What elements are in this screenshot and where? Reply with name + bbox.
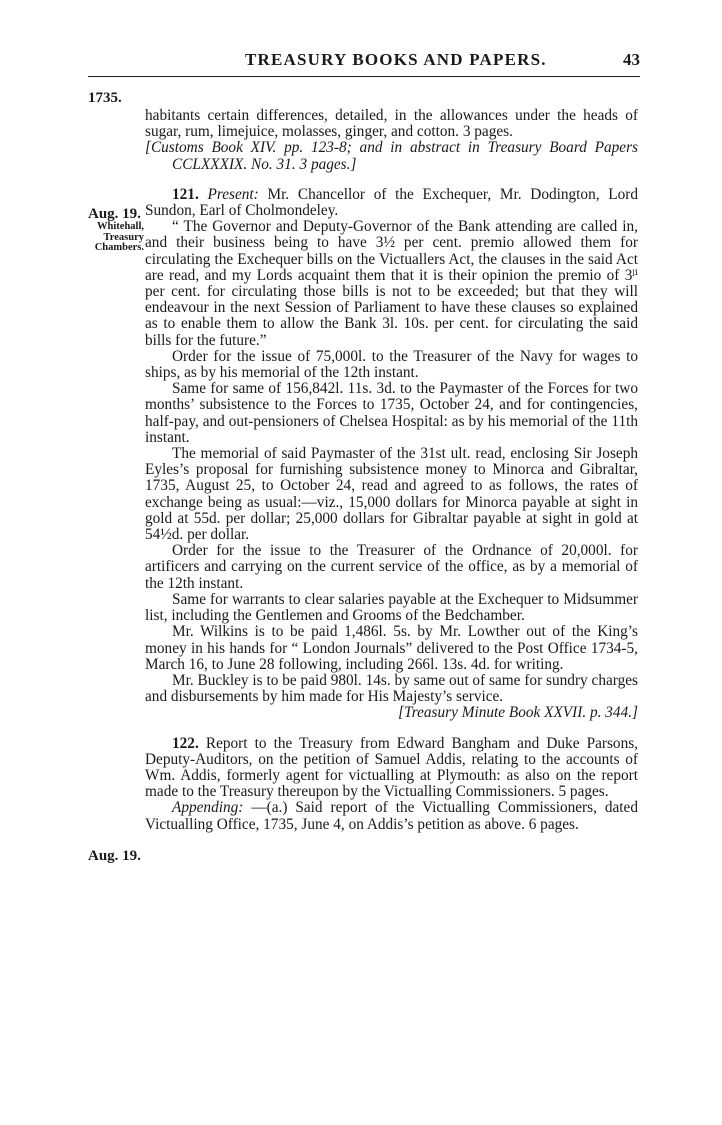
header-title: TREASURY BOOKS AND PAPERS. [245,50,547,69]
entry-121-paragraph: Mr. Wilkins is to be paid 1,486l. 5s. by Mr. Lowther out of the King’s money in his hands for “ London Journals” delivered to the Post Office 1734-5, March 16, to June 28 following, including 266l. 13s. 4d. for writing. [145,623,638,673]
continuation-reference: [Customs Book XIV. pp. 123-8; and in abstract in Treasury Board Papers CCLXXXIX. No. 31. 3 pages.] [145,139,638,173]
running-header [150,50,640,76]
entry-121-paragraph: Order for the issue of 75,000l. to the Treasurer of the Navy for wages to ships, as by his memorial of the 12th instant. [145,347,638,382]
entry-121-paragraph: Mr. Buckley is to be paid 980l. 14s. by same out of same for sundry charges and disbursements by him made for His Majesty’s service. [145,671,638,706]
entry-121-place-line: Whitehall, [97,221,144,232]
continuation-text: habitants certain differences, detailed, in the allowances under the heads of sugar, rum, limejuice, molasses, ginger, and cotton. 3 pages. [145,107,638,141]
entry-121-date: Aug. 19. [88,206,141,222]
entry-121-paragraph: Same for warrants to clear salaries payable at the Exchequer to Midsummer list, including the Gentlemen and Grooms of the Bedchamber. [145,590,638,625]
entry-121-present-label: Present: [207,185,259,203]
page-body [145,108,638,833]
entry-122-number: 122. [172,734,199,752]
entry-121-number: 121. [172,185,199,203]
entry-121-place [86,222,144,254]
entry-121 [145,187,638,722]
entry-122-appending-label: Appending: [172,799,244,817]
entry-122-appending-text: —(a.) Said report of the Victualling Commissioners, dated Victualling Office, 1735, June 4, on Addis’s petition as above. 6 pages. [145,799,638,833]
entry-121-place-line: Treasury [103,231,144,243]
entry-122 [145,736,638,833]
entry-121-paragraph: Order for the issue to the Treasurer of the Ordnance of 20,000l. for artificers and carrying on the current service of the office, as by a memorial of the 12th instant. [145,542,638,592]
entry-121-present-names: Mr. Chancellor of the Exchequer, Mr. Dodington, Lord Sundon, Earl of Cholmondeley. [145,185,638,220]
entry-121-place-line: Chambers. [94,242,144,253]
entry-121-paragraph: Same for same of 156,842l. 11s. 3d. to the Paymaster of the Forces for two months’ subsistence to the Forces to 1735, October 24, and for contingencies, half-pay, and out-pensioners of Chelsea Hospital: as by his memorial of the 11th instant. [145,380,638,446]
page-number: 43 [623,50,640,69]
entry-121-paragraph: The memorial of said Paymaster of the 31st ult. read, enclosing Sir Joseph Eyles’s proposal for furnishing subsistence money to Minorca and Gibraltar, 1735, August 25, to October 24, read and agreed to as follows, the rates of exchange being as usual:—viz., 15,000 dollars for Minorca payable at sight in gold at 55d. per dollar; 25,000 dollars for Gibraltar payable at sight in gold at 54½d. per dollar. [145,445,638,544]
entry-122-date: Aug. 19. [88,848,141,864]
entry-121-reference: [Treasury Minute Book XXVII. p. 344.] [398,704,638,722]
header-rule [88,76,640,77]
entry-122-text: Report to the Treasury from Edward Bangham and Duke Parsons, Deputy-Auditors, on the petition of Samuel Addis, relating to the accounts of Wm. Addis, formerly agent for victualling at Plymouth: as also on the report made to the Treasury thereupon by the Victualling Commissioners. 5 pages. [145,734,638,801]
entry-121-paragraph: “ The Governor and Deputy-Governor of the Bank attending are called in, and their business being to have 3½ per cent. premio allowed them for circulating the Exchequer bills on the Victuallers Act, the clauses in the said Act are read, and my Lords acquaint them that it is their opinion the premio of 3ˡⁱ per cent. for circulating those bills is not to be exceeded; but that they will endeavour in the next Session of Parliament to have these clauses so explained as to enable them to allow the Bank 3l. 10s. per cent. for circulating the said bills for the future.” [145,218,638,349]
margin-year: 1735. [88,90,122,106]
